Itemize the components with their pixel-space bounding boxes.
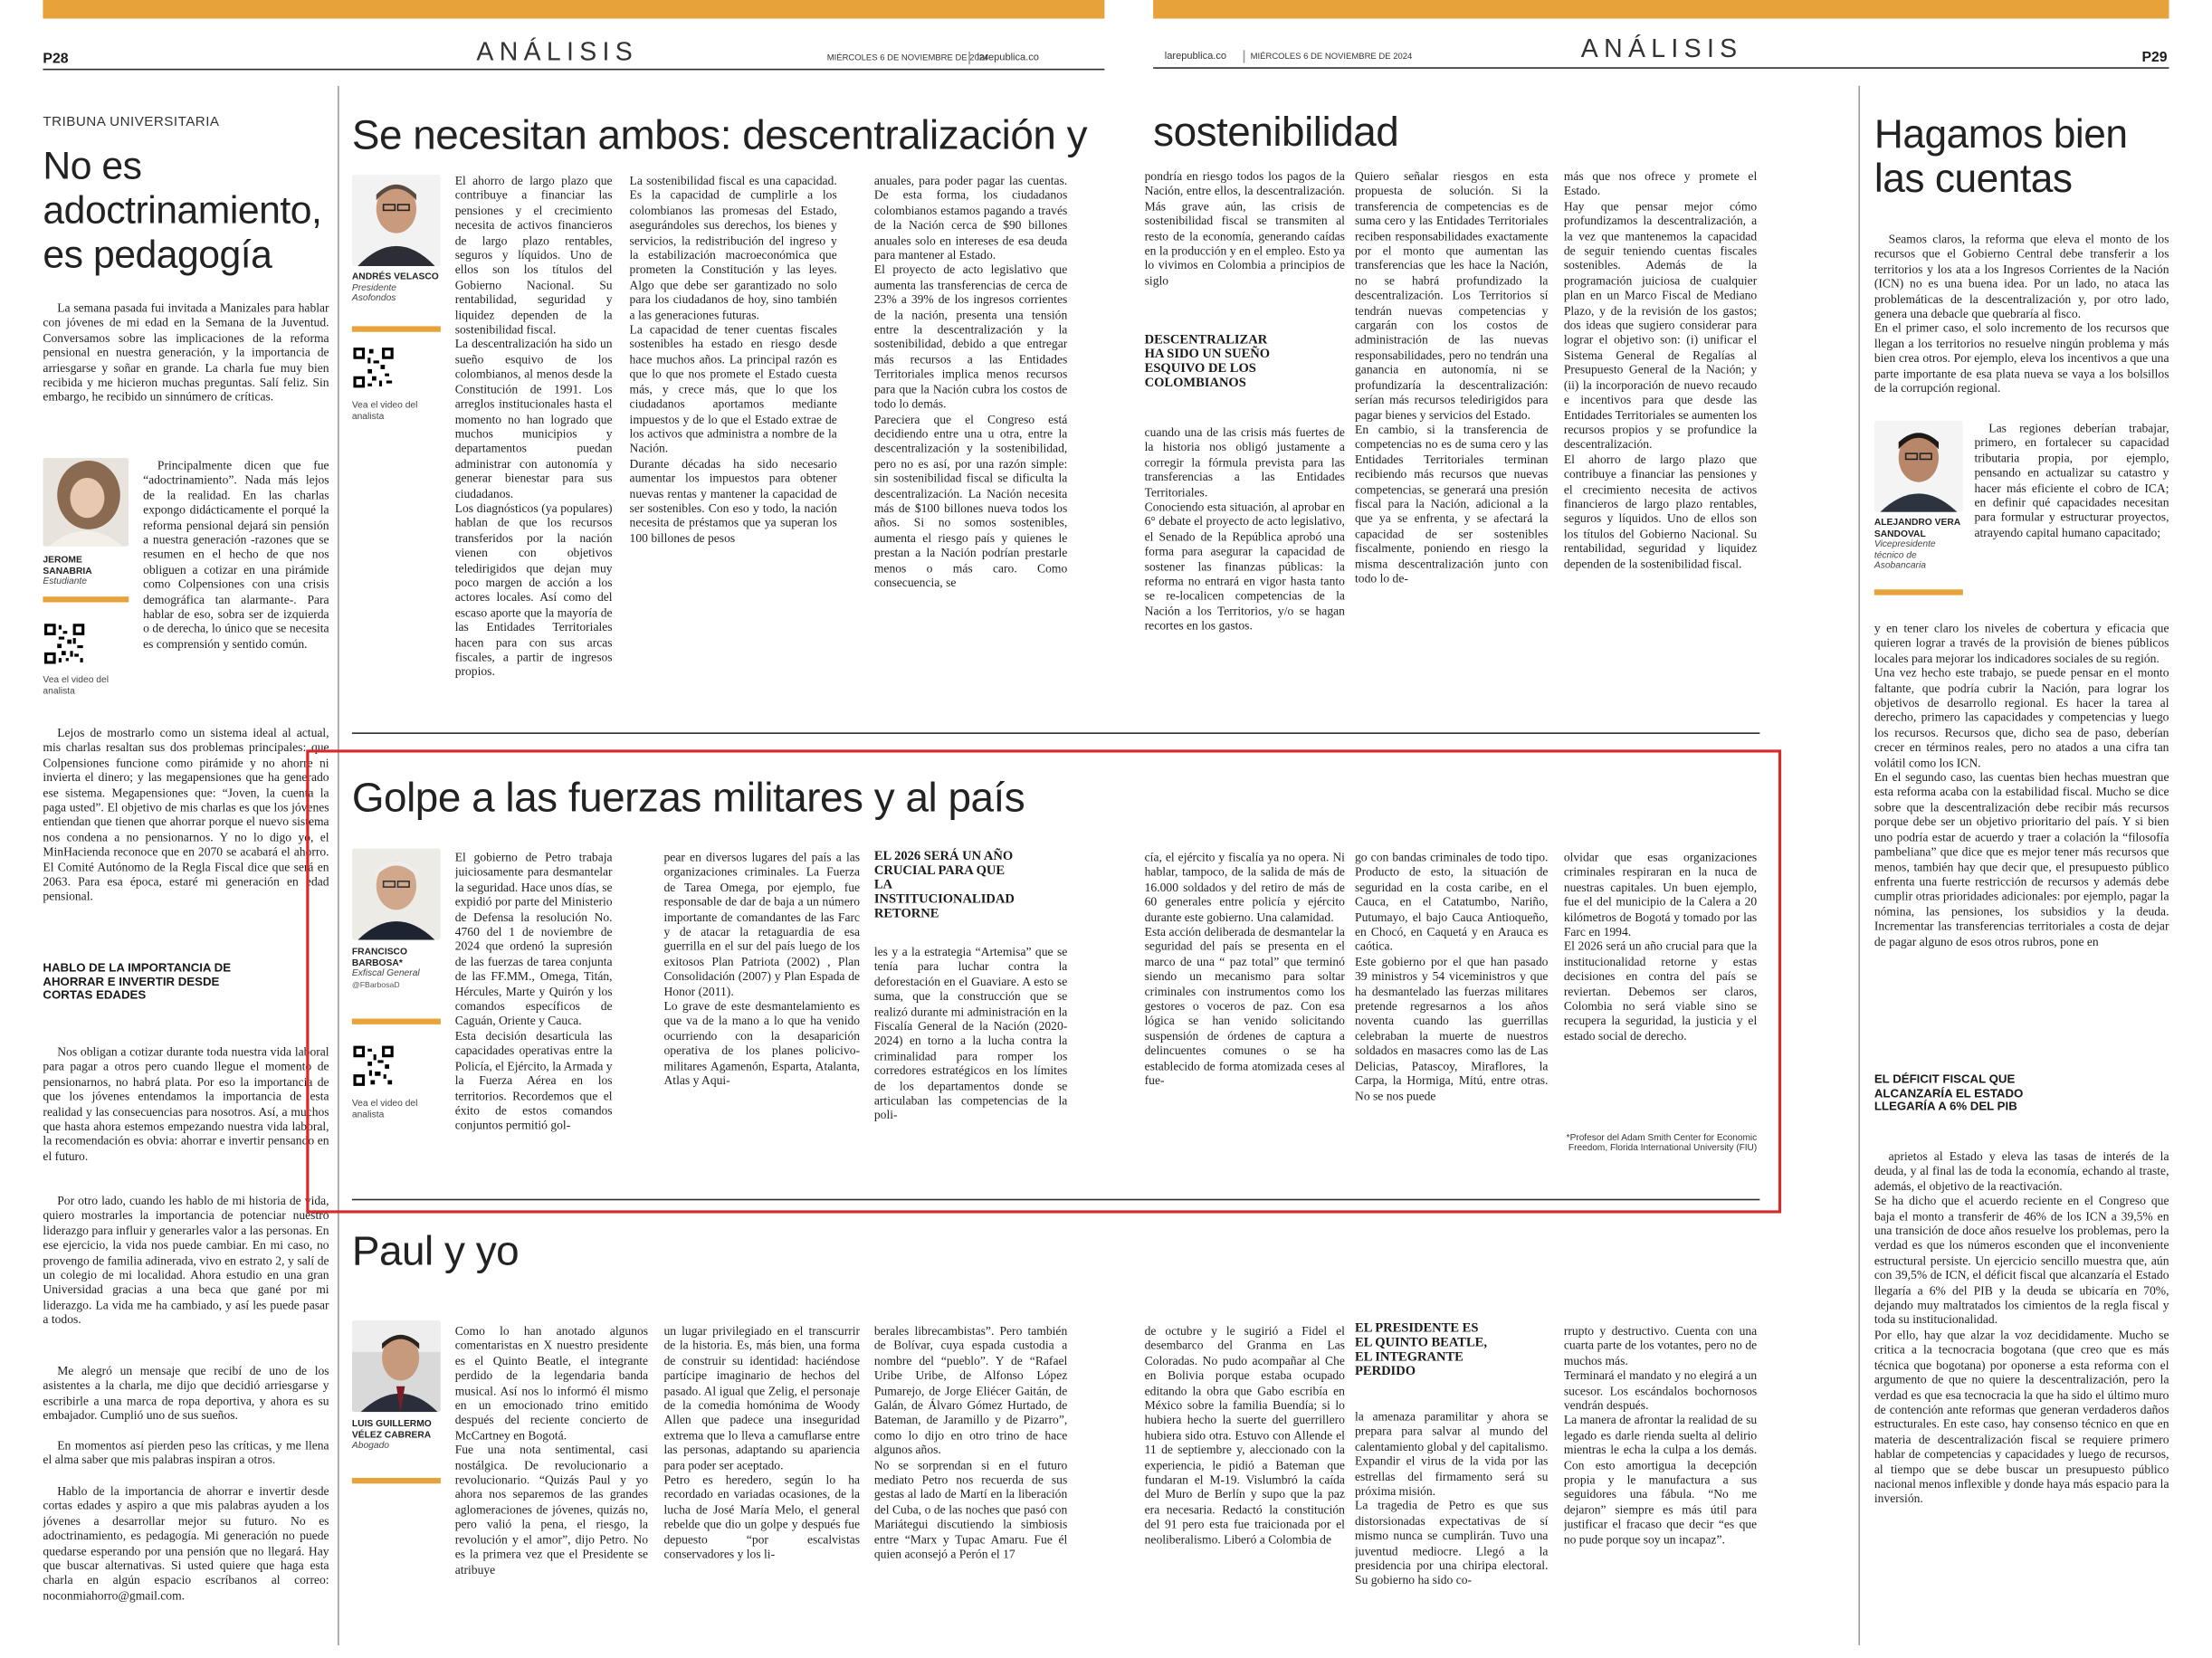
article-paragraph: Lejos de mostrarlo como un sistema ideal al actual, mis charlas resaltan sus dos problemas principales: que Colpensiones funcione como pirámide y no ahorre ni invierta el dinero; y las megapensiones que ha generado ese sistema. Megapensiones que: “Joven, la cuenta la paga usted”. El objetivo de mis charlas es que los jóvenes entiendan que tienen que ahorrar porque el nuevo sistema nos condena a no pensionarnos. Y no lo digo yo, el MinHacienda reconoce que en 2070 se acabará el ahorro. El Comité Autónomo de la Regla Fiscal dice que será en 2063. Para esa época, estaré mi generación en edad pensional. (43, 725, 329, 904)
article-column: un lugar privilegiado en el transcurrir de la historia. Es, más bien, una forma de construir su identidad: haciéndose partícipe imaginario de hechos del pasado. Al igual que Zelig, el personaje de la comedia homónima de Woody Allen que padece una inseguridad extrema que lo lleva a camuflarse entre las personas, adaptando su apariencia para poder ser aceptado. Petro es heredero, según lo ha recordado en variadas ocasiones, de la lucha de José María Melo, el general rebelde que dio un golpe y después fue depuesto “por escalvistas conservadores y los li- (663, 1323, 861, 1561)
accent-bar-left (43, 0, 1104, 19)
headline: Se necesitan ambos: descentralización y (351, 112, 1088, 159)
article-paragraph: aprietos al Estado y eleva las tasas de interés de la deuda, y al final las de toda la economía, echando al traste, además, el objetivo de la reactivación. Se ha dicho que el acuerdo reciente en el Congreso que baja el monto a transferir de 46% de los ICN a 39,5% en una transición de doce años resuelve los problemas, pero la verdad es que los números esconden que el inconveniente estructural persiste. Un ejercicio sencillo muestra que, aún con 39,5% de ICN, el déficit fiscal que alcanzaría el Estado llegaría a 6% del PIB y la deuda se ubicaría en 70%, dejando muy maltratados los cimientos de la regla fiscal y toda su institucionalidad. Por ello, hay que alzar la voz decididamente. Mucho se critica a la tecnocracia bogotana (que creo que es más técnica que bogotana) por oponerse a esta reforma con el argumento de que no quiere la descentralización, pero la verdad es que esa tecnocracia la que ha sido el último muro de contención ante reformas que generan verdaderos daños estructurales. En este caso, hay consenso técnico en que en materia de descentralización fiscal se requiere primero hablar de competencias y capacidades y luego de recursos, al tiempo que se debe buscar un presupuesto público nacional menos inflexible y donde haya más espacio para la inversión. (1874, 1148, 2169, 1506)
article-paragraph: La semana pasada fui invitada a Manizales para hablar con jóvenes de mi edad en la Semana de la Juventud. Conversamos sobre las implicaciones de la reforma pensional en nuestra generación, y la importancia de arriesgarse y soñar en grande. La charla fue muy bien recibida y me hicieron muchas preguntas. Salí feliz. Sin embargo, he recibido un sinnúmero de críticas. (43, 300, 329, 405)
byline-accent (352, 326, 441, 331)
article-column: Como lo han anotado algunos comentaristas en X nuestro presidente es el Quinto Beatle, el integrante perdido de la legendaria banda musical. Así nos lo informó él mismo en un emocionado trino emitido después del reciente concierto de McCartney en Bogotá. Fue una nota sentimental, casi nostálgica. De revolucionario a revolucionario. “Quizás Paul y yo ahora nos separemos de las grandes aglomeraciones de jóvenes, quizás no, pero valió la pena, el riesgo, la revolución y el amor”, dijo Petro. No es la primera vez que el Presidente se atribuye (454, 1323, 649, 1577)
article-column: más que nos ofrece y promete el Estado. Hay que pensar mejor cómo profundizamos la descentralización, a la vez que mantenemos la capacidad de seguir teniendo cuentas fiscales sostenibles. Además de la programación juiciosa de cualquier plan en un Marco Fiscal de Mediano Plazo, y de la revisión de los gastos; dos ideas que sugiero considerar para lograr el objetivo son: (i) unificar el Sistema General de Regalías al Presupuesto General de la Nación; y (ii) la incorporación de nuevo recaudo e incentivos para que desde las Entidades Territoriales se aumenten los recursos propios y se profundice la descentralización. El ahorro de largo plazo que contribuye a financiar las pensiones y el crecimiento necesita de activos financieros de largo plazo rentables, seguros y líquidos. Uno de ellos son los títulos del Gobierno Nacional. Su rentabilidad, seguridad y liquidez dependen de la sostenibilidad fiscal. (1563, 168, 1758, 571)
author-photo (1874, 421, 1963, 512)
article-column: Quiero señalar riesgos en esta propuesta de solución. Si la transferencia de competencias es de suma cero y las Entidades Territoriales reciben responsabilidades exactamente por el monto que aumentan las transferencias que les hace la Nación, no se habrá profundizado la descentralización. Los Territorios sí tendrán nuevas competencias y cargarán con los costos de administración de las nuevas responsabilidades, pero no tendrán una ganancia en autonomía, ni se profundizaría la descentralización: serían más recursos teledirigidos para pagar bienes y servicios del Estado. En cambio, si la transferencia de competencias no es de suma cero y las Entidades Territoriales terminan recibiendo más recursos que nuevas competencias, se generará una presión fiscal para la Nación, adicional a la que ya se enfrenta, y se afectará la capacidad de ser sostenibles fiscalmente, poniendo en riesgo la misma descentralización junto con todo lo de- (1355, 168, 1549, 586)
article-paragraph: Hablo de la importancia de ahorrar e invertir desde cortas edades y aspiro a que mis palabras ayuden a los jóvenes a desarrollar mejor su futuro. No es adoctrinamiento, es pedagogía. Mi generación no puede quedarse esperando por una pensión que no llegará. Hay que buscar alternativas. Si usted quiere que haga esta charla en algún espacio escríbanos al correo: noconmiahorro@gmail.com. (43, 1483, 329, 1603)
article-column: El gobierno de Petro trabaja juiciosamente para desmantelar la seguridad. Hace unos días, se expidió por parte del Ministerio de Defensa la resolución No. 4760 del 1 de noviembre de 2024 que ordenó la supresión de las fuerzas de tarea conjunta de las FF.MM., Omega, Titán, Hércules, Marte y Quirón y los comandos específicos de Caguán, Oriente y Cauca. Esta decisión desarticula las capacidades operativas entre la Policía, el Ejército, la Armada y la Fuerza Aérea en los territorios. Recordemos que el éxito de estos comandos conjuntos permitió gol- (454, 849, 613, 1132)
author-photo (352, 1320, 441, 1412)
article-paragraph: Por otro lado, cuando les hablo de mi historia de vida, quiero mostrarles la importancia de potenciar nuestro liderazgo para influir y generarles valor a las personas. En ese ejercicio, la vida nos puede cambiar. En mi caso, no provengo de familia adinerada, vivo en estrato 2, y salí de un colegio de mi localidad. Ahora estudio en una gran Universidad gracias a una beca que gané por mi liderazgo. La vida me ha cambiado, y así les puede pasar a todos. (43, 1193, 329, 1327)
article-paragraph: Seamos claros, la reforma que eleva el monto de los recursos que el Gobierno Central debe transferir a los territorios y los ata a los Ingresos Corrientes de la Nación (ICN) no es una buena idea. Por un lado, no ataca las problemáticas de la descentralización y, por otro lado, genera una debacle que quebraría al fisco. En el primer caso, el solo incremento de los recursos que llegan a los territorios no resuelve ningún problema y más bien crea otros. Por ejemplo, eleva los incentivos a que una parte importante de esa plata nueva se vaya a los bolsillos de la corrupción regional. (1874, 232, 2169, 395)
author-byline: FRANCISCO BARBOSA* Exfiscal General @FBarbosaD (351, 947, 420, 990)
pull-quote: DESCENTRALIZAR HA SIDO UN SUEÑO ESQUIVO DE LOS COLOMBIANOS (1144, 331, 1271, 389)
article-column: les y a la estrategia “Artemisa” que se tenía para luchar contra la deforestación en el Guaviare. A esto se suma, que la construcción que se realizó durante mi administración en la Fiscalía General de la Nación (2020-2024) en torno a la lucha contra la criminalidad para romper los corredores estratégicos en los límites de los departamentos donde se articulaban las competencias de la poli- (873, 944, 1068, 1123)
qr-code-icon[interactable] (43, 623, 85, 665)
author-photo (43, 458, 129, 547)
article-paragraph: Las regiones deberían trabajar, primero, en fortalecer su capacidad tributaria propia, por ejemplo, pensando en actualizar su catastro y hacer más eficiente el cobro de ICA; en definir qué capacidades necesitan para formular y estructurar proyectos, atrayendo capital humano capacitado; (1974, 420, 2169, 539)
author-byline: ANDRÉS VELASCO Presidente Asofondos (351, 272, 439, 304)
author-handle: @FBarbosaD (351, 981, 400, 990)
byline-accent (352, 1478, 441, 1483)
byline-accent (43, 596, 129, 602)
headline: Golpe a las fuerzas militares y al país (351, 775, 1025, 822)
dateline-right: MIÉRCOLES 6 DE NOVIEMBRE DE 2024 (1250, 52, 1413, 62)
kicker: TRIBUNA UNIVERSITARIA (43, 114, 220, 130)
pull-quote: EL 2026 SERÁ UN AÑO CRUCIAL PARA QUE LA INSTITUCIONALIDAD RETORNE (873, 848, 1015, 920)
article-column: anuales, para poder pagar las cuentas. De esta forma, los ciudadanos colombianos estamos pagando a través de la Nación cerca de $90 billones anuales solo en intereses de esa deuda para mantener al Estado. El proyecto de acto legislativo que aumenta las transferencias de cerca de 23% a 39% de los ingresos corrientes de la nación, presenta una tensión entre la descentralización y la sostenibilidad, debido a que entregar más recursos a las Entidades Territoriales implica menos recursos para que la Nación cubra los costos de todo lo demás. Pareciera que el Congreso está decidiendo entre una u otra, entre la descentralización y la sostenibilidad, pero no es así, por una razón simple: sin sostenibilidad fiscal se dificulta la descentralización. La Nación necesita más de $100 billones nueva todos los años. Si no somos sostenibles, aumenta el riesgo país y quienes le prestan a la Nación podrían prestarle menos o más caro. Como consecuencia, se (873, 173, 1068, 590)
byline-accent (1874, 589, 1963, 595)
article-column: berales librecambistas”. Pero también de Bolívar, cuya espada custodia a nombre del “pueblo”. Y de “Rafael Uribe Uribe, de Alfonso López Pumarejo, de Jorge Eliécer Gaitán, de Galán, de Álvaro Gómez Hurtado, de Bateman, de Jaramillo y de Pizarro”, como lo dijo en otro trino de hace algunos años. No se sorprendan si en el futuro mediato Petro nos recuerda de sus gestas al lado de Martí en la liberación del Cuba, o de las noches que pasó con Mariátegui discutiendo la simbiosis entre “Marx y Tupac Amaru. Fue él quien aconsejó a Perón el 17 (873, 1323, 1068, 1561)
qr-label: Vea el video del analista (43, 675, 109, 697)
subheading: EL DÉFICIT FISCAL QUE ALCANZARÍA EL ESTADO LLEGARÍA A 6% DEL PIB (1874, 1072, 2024, 1114)
article-column: la amenaza paramilitar y ahora se prepara para salvar al mundo del calentamiento global y del capitalismo. Expandir el virus de la vida por las estrellas del firmamento será su próxima misión. La tragedia de Petro es que sus distorsionadas expectativas de sí mismo nunca se cumplirán. Tuvo una juventud mediocre. Llegó a la presidencia por una chiripa electoral. Su gobierno ha sido co- (1355, 1409, 1549, 1587)
headline: No es adoctrinamiento, es pedagogía (43, 144, 322, 277)
pull-quote: EL PRESIDENTE ES EL QUINTO BEATLE, EL INTEGRANTE PERDIDO (1355, 1320, 1487, 1378)
article-paragraph: Nos obligan a cotizar durante toda nuestra vida laboral para pagar a otros pero cuando llegue el momento de pensionarnos, no habrá plata. Por eso la importancia de que los jóvenes entendamos la importancia de esta realidad y las consecuencias para nosotros. Así, a muchos que hasta ahora estemos empezando nuestra vida laboral, la recomendación es obvia: ahorrar e invertir pensando en el futuro. (43, 1043, 329, 1163)
article-column: cuando una de las crisis más fuertes de la historia nos obligó justamente a corregir la fórmula prevista para las transferencias a las Entidades Territoriales. Conociendo esta situación, al aprobar en 6° debate el proyecto de acto legislativo, el Senado de la República aprobó una forma para asegurar la capacidad de sostener las finanzas públicas: la reforma no entrará en vigor hasta tanto se re-localicen competencias de la Nación a los Territorios, y/o se hagan recortes en los gastos. (1144, 424, 1345, 634)
qr-code-icon[interactable] (352, 347, 395, 389)
author-photo (352, 175, 441, 266)
article-paragraph: y en tener claro los niveles de cobertura y eficacia que quieren lograr a través de la provisión de bienes públicos locales para mejorar los indicadores sociales de su región. Una vez hecho este trabajo, se puede pensar en el monto faltante, que podría cubrir la Nación, para lograr los objetivos de desarrollo regional. Es hacer la tarea al derecho, primero las capacidades y competencias y luego los recursos. Recursos que, dicho sea de paso, deberían crecer en términos reales, pero no atados a una cifra tan volátil como los ICN. En el segundo caso, las cuentas bien hechas muestran que esta reforma acaba con la estabilidad fiscal. Mucho se dice sobre que la descentralización debe recibir más recursos porque debe ser un objetivo prioritario del país. Y si bien uno podría estar de acuerdo y traer a colación la “filosofía pambeliana” que dice que es mejor tener más recursos que menos, también hay que decir que, el presupuesto público enfrenta una fuerte restricción de recursos y además debe cumplir otras prioridades adicionales: por ejemplo, pagar la nómina, las pensiones, los subsidios y la deuda. Incrementar las transferencias territoriales a costa de dejar de pagar alguno de esos otros rubros, pone en (1874, 621, 2169, 948)
accent-bar-right (1153, 0, 2169, 19)
dateline-left: MIÉRCOLES 6 DE NOVIEMBRE DE 2024 (826, 54, 989, 63)
article-column: pear en diversos lugares del país a las organizaciones criminales. La Fuerza de Tarea Omega, por ejemplo, fue responsable de dar de baja a un número importante de comandantes de las Farc y de atacar la retaguardia de esa guerrilla en el sur del país luego de los exitosos Plan Patriota (2002) , Plan Consolidación (2007) y Plan Espada de Honor (2011). Lo grave de este desmantelamiento es que va de la mano a lo que ha venido ocurriendo con la desaparición operativa de los planes policivo-militares Agamenón, Esparta, Atalanta, Atlas y Aqui- (663, 849, 861, 1088)
article-column: La sostenibilidad fiscal es una capacidad. Es la capacidad de cumplirle a los colombianos las promesas del Estado, asegurándoles sus derechos, los bienes y servicios, la redistribución del ingreso y la estabilización macroeconómica que prometen la Constitución y las leyes. Algo que debe ser garantizado no solo para los ciudadanos de hoy, sino también a las generaciones futuras. La capacidad de tener cuentas fiscales sostenibles ha estado en riesgo desde hace muchos años. La principal razón es que lo que nos promete el Estado cuesta más, y crece más, que lo que los ciudadanos aportamos mediante impuestos y de lo que el Estado extrae de los activos que administra a nombre de la Nación. Durante décadas ha sido necesario aumentar los impuestos para obtener nuevas rentas y mantener la capacidad de ser sostenibles. Con eso y todo, la nación necesita de préstamos que ya superan los 100 billones de pesos (629, 173, 837, 545)
page-folio-left: P28 (43, 51, 69, 68)
headline: Paul y yo (351, 1228, 520, 1275)
article-column: de octubre y le sugirió a Fidel el desembarco del Granma en Las Coloradas. No pudo acompañar al Che en Bolivia porque estaba ocupado editando la obra que Gabo escribía en México sobre la familia Buendía; si lo hubiera hecho la suerte del guerrillero hubiera sido otra. Estuvo con Allende el 11 de septiembre y, aleccionado con la experiencia, le pidió a Bateman que fundaran el M-19. Vislumbró la caída del Muro de Berlín y supo que la paz era necesaria. Redactó la constitución del 91 pero esta fue traicionada por el neoliberalismo. Liberó a Colombia de (1144, 1323, 1345, 1547)
divider (968, 52, 969, 64)
article-column: pondría en riesgo todos los pagos de la Nación, entre ellos, la descentralización. Más grave aún, las crisis de sostenibilidad fiscal se transmiten al resto de la economía, generando caídas en la producción y en el empleo. Esto ya lo vivimos en Colombia a principios de siglo (1144, 168, 1345, 288)
site-left: larepublica.co (977, 52, 1039, 63)
article-column: olvidar que esas organizaciones criminales respiraran en la nuca de nuestras capitales. Un buen ejemplo, fue el del municipio de la Calera a 20 kilómetros de Bogotá y tomado por las Farc en 1994. El 2026 será un año crucial para que la institucionalidad retorne y estas decisiones en contra del país se reviertan. Debemos ser claros, Colombia no será viable sino se recupera la seguridad, la justicia y el estado social de derecho. (1563, 849, 1758, 1043)
article-rule (352, 732, 1760, 734)
article-column: El ahorro de largo plazo que contribuye a financiar las pensiones y el crecimiento necesita de activos financieros de largo plazo rentables, seguros y líquidos. Uno de ellos son los títulos del Gobierno Nacional. Su rentabilidad, seguridad y liquidez dependen de la sostenibilidad fiscal. La descentralización ha sido un sueño esquivo de los colombianos, al menos desde la Constitución de 1991. Los arreglos institucionales hasta el momento no han logrado que muchos municipios y departamentos puedan administrar con autonomía y generar bienestar para sus ciudadanos. Los diagnósticos (ya populares) hablan de que los recursos transferidos por la nación vienen con objetivos teledirigidos que dejan muy poco margen de acción a los actores locales. Así como del escaso aporte que la mayoría de las Entidades Territoriales hacen para con sus arcas fiscales, a partir de ingresos propios. (454, 173, 613, 679)
section-title-right: ANÁLISIS (1580, 33, 1743, 63)
qr-label: Vea el video del analista (351, 1099, 418, 1120)
author-byline: LUIS GUILLERMO VÉLEZ CABRERA Abogado (351, 1419, 432, 1452)
subheading: HABLO DE LA IMPORTANCIA DE AHORRAR E INVERTIR DESDE CORTAS EDADES (43, 959, 232, 1002)
column-divider (1858, 86, 1859, 1645)
author-byline: JEROME SANABRIA Estudiante (43, 555, 92, 587)
headline-continued: sostenibilidad (1153, 110, 1399, 157)
page-folio-right: P29 (2141, 50, 2168, 66)
site-right: larepublica.co (1164, 51, 1227, 62)
headline: Hagamos bien las cuentas (1874, 111, 2128, 201)
section-title-left: ANÁLISIS (476, 37, 639, 66)
article-column: rrupto y destructivo. Cuenta con una cuarta parte de los votantes, pero no de muchos más. Terminará el mandato y no elegirá a un sucesor. Los escándalos bochornosos vendrán después. La manera de afrontar la realidad de su legado es darle rienda suelta al delirio mientras le echa la culpa a los demás. Con esto amortigua la decepción propia y le manufactura a sus seguidores una fábula. “No me dejaron” siempre es más útil para justificar el fracaso que decir “es que no pude porque soy un incapaz”. (1563, 1323, 1758, 1547)
article-paragraph: En momentos así pierden peso las críticas, y me llena el alma saber que mis palabras inspiran a otros. (43, 1437, 329, 1467)
qr-label: Vea el video del analista (351, 400, 418, 422)
article-column: cía, el ejército y fiscalía ya no opera. Ni hablar, tampoco, de la salida de más de 16.000 soldados y del retiro de más de 60 generales entre policía y ejército durante este gobierno. Una calamidad. Esta acción deliberada de desmantelar la seguridad del país se presenta en el marco de una “ paz total” que terminó siendo un mecanismo para soltar criminales con instrumentos como los gestores o voceros de paz. Con esa lógica se han venido solicitando suspensión de órdenes de captura a delincuentes comunes o se ha establecido de forma atomizada ceses al fue- (1144, 849, 1345, 1088)
article-column: go con bandas criminales de todo tipo. Producto de esto, la situación de seguridad en la costa caribe, en el Cauca, en el Catatumbo, Nariño, Putumayo, el bajo Cauca Antioqueño, en Chocó, en Caquetá y en Arauca es caótica. Este gobierno por el que han pasado 39 ministros y 54 viceministros y que ha desmantelado las fuerzas militares pretende regresarnos a los años noventa cuando las guerrillas celebraban la muerte de nuestros soldados en masacres como las de Las Delicias, Patascoy, Miraflores, la Carpa, la Hormiga, Mitú, entre otras. No se nos puede (1355, 849, 1549, 1103)
header-rule-left (43, 69, 1104, 71)
author-footnote: *Profesor del Adam Smith Center for Economic Freedom, Florida International University (FIU) (1566, 1132, 1758, 1154)
author-photo (352, 848, 441, 939)
author-byline: ALEJANDRO VERA SANDOVAL Vicepresidente técnico de Asobancaria (1874, 518, 1960, 572)
article-rule (352, 1199, 1760, 1201)
byline-accent (352, 1019, 441, 1024)
header-rule-right (1153, 67, 2169, 69)
article-paragraph: Principalmente dicen que fue “adoctrinamiento”. Nada más lejos de la realidad. En las charlas expongo didácticamente el porqué la reforma pensional dejará sin pensión a nuestra generación -razones que se resumen en el hecho de que nos obliguen a cotizar en una pirámide como Colpensiones con una crisis demográfica tan alarmante-. Para hablar de eso, sobra ser de izquierda o de derecha, lo único que se necesita es comprensión y sentido común. (143, 457, 329, 652)
qr-code-icon[interactable] (352, 1044, 395, 1087)
article-paragraph: Me alegró un mensaje que recibí de uno de los asistentes a la charla, me dijo que decidió arriesgarse y escribirle a una marca de ropa deportiva, y ahora es su embajador. Cumplió uno de sus sueños. (43, 1363, 329, 1423)
